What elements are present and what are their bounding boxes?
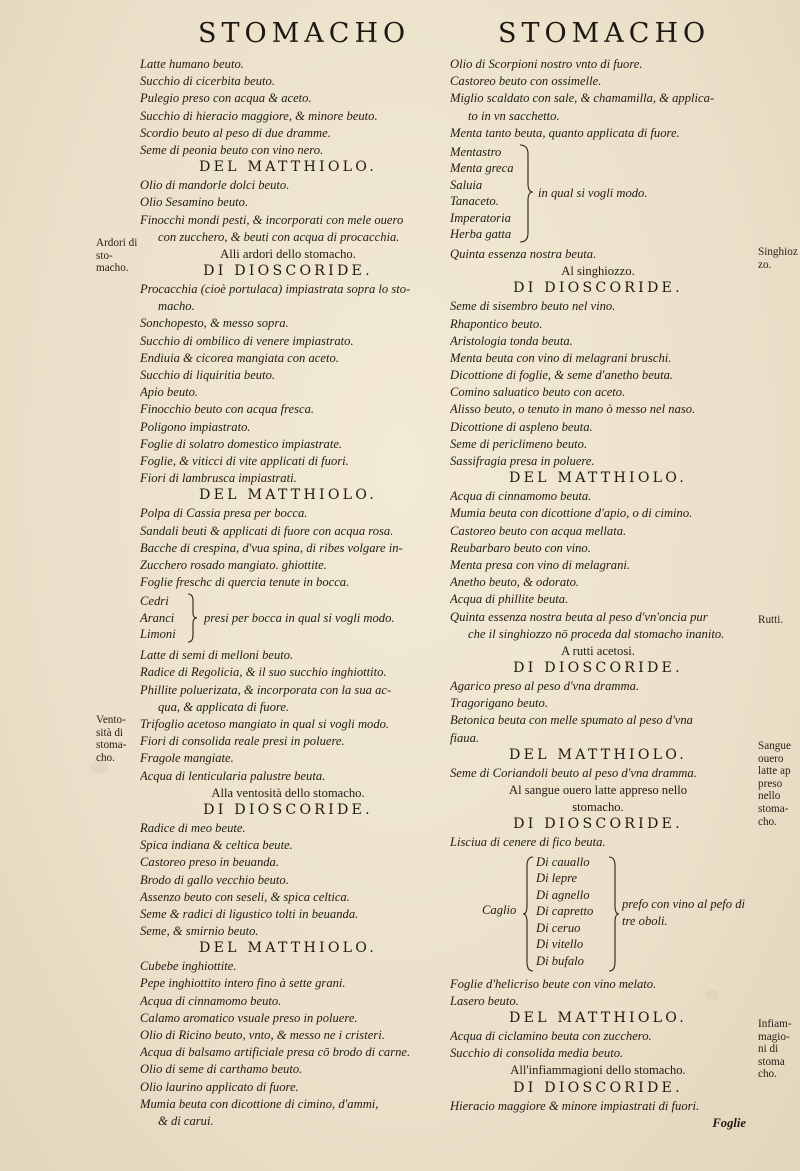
entry-line: Olio di seme di carthamo beuto. [140,1062,303,1077]
entry-line: Seme di sisembro beuto nel vino. [450,299,616,314]
entry-line: Cubebe inghiottite. [140,959,237,974]
entry-line: Trifoglio acetoso mangiato in qual si vogli modo. [140,717,390,731]
brace-item: Tanaceto. [450,194,499,209]
section-heading: DEL MATTHIOLO. [509,746,687,763]
entry-line: Scordio beuto al peso di due dramme. [140,125,331,140]
entry-line: Endiuia & cicorea mangiata con aceto. [140,350,339,365]
entry-line: Menta presa con vino di melagrani. [450,557,631,572]
entry-line: Zucchero rosado mangiato. ghiottite. [140,557,327,572]
entry-line: Hieracio maggiore & minore impiastrati di fuori. [450,1098,700,1113]
entry-line: macho. [158,299,195,314]
entry-line: qua, & applicata di fuore. [158,699,290,714]
entry-line: Fiori di consolida reale presi in poluere. [140,734,345,749]
caglio-note: prefo con vino al pefo di [622,896,745,911]
right-column [450,56,746,1132]
section-heading: DEL MATTHIOLO. [199,159,377,176]
entry-line: Seme, & smirnio beuto. [140,924,259,939]
entry-line: Fiori di lambrusca impiastrati. [140,471,297,486]
entry-line: Radice di meo beute. [140,820,246,835]
margin-note-ardori: Ardori di sto- macho. [96,237,138,275]
brace-note: in qual si vogli modo. [538,185,648,200]
caglio-item: Di vitello [536,937,584,952]
left-column [140,56,436,1130]
caglio-label: Caglio [482,902,517,917]
caglio-item: Di lepre [536,871,578,886]
right-entries-b [450,246,746,852]
entry-line: Dicottione di aspleno beuta. [450,419,593,434]
entry-line: Lasero beuto. [450,993,519,1008]
entry-line: & di carui. [158,1113,214,1128]
caglio-note: tre oboli. [622,913,668,928]
entry-line: Brodo di gallo vecchio beuto. [140,872,289,887]
entry-line: Olio laurino applicato di fuore. [140,1079,299,1094]
entry-line: Succhio di cicerbita beuto. [140,74,275,89]
entry-line: Aristologia tonda beuta. [450,333,573,348]
entry-line: Poligono impiastrato. [140,419,251,434]
brace-item: Mentastro [450,144,502,159]
entry-line: Acqua di phillite beuta. [450,592,569,607]
entry-line: Sandali beuti & applicati di fuore con acqua rosa. [140,523,394,538]
curly-brace-icon [608,856,620,972]
section-heading: DEL MATTHIOLO. [509,470,687,487]
entry-line: Olio di mandorle dolci beuto. [140,178,290,193]
entry-line: to in vn sacchetto. [468,108,560,123]
entry-line: Procacchia (cioè portulaca) impiastrata sopra lo sto- [140,282,411,297]
entry-line: Acqua di balsamo artificiale presa cō brodo di carne. [140,1045,411,1060]
entry-line: Seme & radici di ligustico tolti in beuanda. [140,906,359,921]
brace-note: presi per bocca in qual si vogli modo. [204,611,395,626]
entry-line: Anetho beuto, & odorato. [450,575,580,590]
topic-heading: stomacho. [572,800,624,815]
entry-line: Finocchi mondi pesti, & incorporati con mele ouero [140,212,404,227]
left-entries-b [140,647,436,1130]
entry-line: Succhio di hieracio maggiore, & minore beuto. [140,108,378,123]
section-heading: DI DIOSCORIDE. [513,660,683,677]
entry-line: Foglie d'helicriso beute con vino melato. [450,976,657,991]
section-heading: DEL MATTHIOLO. [199,940,377,957]
brace-item: Cedri [140,594,169,609]
entry-line: Lisciua di cenere di fico beuta. [450,835,606,850]
caglio-item: Di agnello [536,887,590,902]
section-heading: DEL MATTHIOLO. [509,1009,687,1026]
entry-line: Quinta essenza nostra beuta al peso d'vn'oncia pur [450,609,708,624]
brace-item: Saluia [450,177,483,192]
entry-line: Apio beuto. [140,385,199,400]
brace-item: Aranci [140,610,175,625]
curly-brace-icon [186,593,198,643]
entry-line: Succhio di liquiritia beuto. [140,368,276,382]
brace-item: Imperatoria [450,210,511,225]
entry-line: Acqua di ciclamino beuta con zucchero. [450,1028,652,1043]
entry-line: Rhapontico beuto. [450,316,543,331]
entry-line: Radice di Regolicia, & il suo succhio inghiottito. [140,665,387,680]
entry-line: Castoreo beuto con acqua mellata. [450,523,627,538]
entry-line: Seme di Coriandoli beuto al peso d'vna dramma. [450,765,697,780]
entry-line: Mumia beuta con dicottione d'apio, o di cimino. [450,506,693,521]
topic-heading: A rutti acetosi. [561,643,635,658]
entry-line: Bacche di crespina, d'vua spina, di ribes volgare in- [140,540,403,555]
entry-line: Quinta essenza nostra beuta. [450,246,597,261]
section-heading: DI DIOSCORIDE. [203,801,373,818]
entry-line: Pepe inghiottito intero fino à sette grani. [140,976,346,991]
entry-line: Dicottione di foglie, & seme d'anetho beuta. [450,368,674,383]
entry-line: Assenzo beuto con seseli, & spica celtica. [140,889,350,904]
entry-line: Acqua di lenticularia palustre beuta. [140,768,326,783]
brace-item: Limoni [140,627,176,642]
caglio-item: Di capretto [536,904,594,919]
left-brace-group [140,593,436,645]
entry-line: Foglie, & viticci di vite applicati di fuori. [140,453,349,468]
caglio-item: Di bufalo [536,953,584,968]
entry-line: Alisso beuto, o tenuto in mano ò messo nel naso. [450,402,696,417]
entry-line: Betonica beuta con melle spumato al peso d'vna [450,713,693,728]
entry-line: Polpa di Cassia presa per bocca. [140,506,308,521]
section-heading: DI DIOSCORIDE. [513,280,683,297]
curly-brace-icon [522,856,534,972]
entry-line: Tragorigano beuto. [450,696,548,711]
entry-line: Castoreo beuto con ossimelle. [450,74,602,89]
right-brace-group [450,144,746,244]
entry-line: Agarico preso al peso d'vna dramma. [450,679,640,694]
entry-line: Olio di Ricino beuto, vnto, & messo ne i cristeri. [140,1028,385,1042]
entry-line: Latte humano beuto. [140,57,244,71]
entry-line: Mumia beuta con dicottione di cimino, d'ammi, [140,1096,379,1111]
entry-line: Finocchio beuto con acqua fresca. [140,402,315,417]
entry-line: Fragole mangiate. [140,751,234,766]
brace-item: Menta greca [450,161,514,176]
section-heading: DI DIOSCORIDE. [203,263,373,280]
entry-line: che il singhiozzo nō proceda dal stomacho inanito. [468,626,725,641]
entry-line: Sonchopesto, & messo sopra. [140,316,289,331]
entry-line: Menta tanto beuta, quanto applicata di fuore. [450,125,680,140]
brace-item: Herba gatta [450,227,512,242]
caglio-brace-group [450,854,746,974]
right-entries-c [450,976,746,1115]
entry-line: Latte di semi di melloni beuto. [140,648,294,663]
entry-line: Succhio di ombilico di venere impiastrato. [140,333,354,348]
topic-heading: Alla ventosità dello stomacho. [211,785,365,800]
entry-line: Succhio di consolida media beuto. [450,1046,624,1061]
margin-note-sangue: Sangue ouero latte ap preso nello stoma- cho. [758,740,791,828]
entry-line: Spica indiana & celtica beute. [140,838,293,853]
topic-heading: All'infiammagioni dello stomacho. [510,1063,686,1078]
entry-line: Sassifragia presa in poluere. [450,454,595,468]
entry-line: Reubarbaro beuto con vino. [450,540,591,555]
entry-line: Seme di peonia beuto con vino nero. [140,142,324,157]
topic-heading: Al sangue ouero latte appreso nello [508,783,687,797]
margin-note-rutti: Rutti. [758,614,784,626]
entry-line: Acqua di cinnamomo beuta. [450,489,592,504]
entry-line: Olio di Scorpioni nostro vnto di fuore. [450,57,643,71]
entry-line: Acqua di cinnamomo beuto. [140,993,282,1008]
margin-note-singhiozzo: Singhioz zo. [758,246,798,271]
catchword: Foglie [712,1115,746,1130]
entry-line: fiaua. [450,730,480,745]
left-entries-a [140,56,436,591]
caglio-item: Di cauallo [536,854,590,869]
section-heading: DI DIOSCORIDE. [513,816,683,833]
entry-line: Comino saluatico beuto con aceto. [450,385,626,400]
caglio-item: Di ceruo [536,920,581,935]
topic-heading: Al singhiozzo. [561,264,635,279]
entry-line: Seme di periclimeno beuto. [450,436,588,451]
right-running-header: STOMACHO [498,18,711,49]
entry-line: Pulegio preso con acqua & aceto. [140,91,312,106]
entry-line: Menta beuta con vino di melagrani bruschi. [450,350,672,365]
topic-heading: Alli ardori dello stomacho. [220,246,356,261]
entry-line: Foglie freschc di quercia tenute in bocca. [140,575,350,590]
entry-line: Castoreo preso in beuanda. [140,855,279,870]
left-running-header: STOMACHO [198,18,411,49]
curly-brace-icon [518,144,534,243]
margin-note-infiammagioni: Infiam- magio- ni di stoma cho. [758,1018,792,1081]
entry-line: con zucchero, & beuti con acqua di procacchia. [158,229,400,244]
entry-line: Foglie di solatro domestico impiastrate. [140,436,343,451]
entry-line: Phillite poluerizata, & incorporata con la sua ac- [140,682,392,697]
section-heading: DI DIOSCORIDE. [513,1079,683,1096]
margin-note-ventosita: Vento- sità di stoma- cho. [96,714,127,764]
entry-line: Calamo aromatico vsuale preso in poluere. [140,1010,358,1025]
entry-line: Olio Sesamino beuto. [140,195,249,210]
entry-line: Miglio scaldato con sale, & chamamilla, & applica- [450,91,715,106]
right-entries-a [450,56,746,142]
section-heading: DEL MATTHIOLO. [199,487,377,504]
